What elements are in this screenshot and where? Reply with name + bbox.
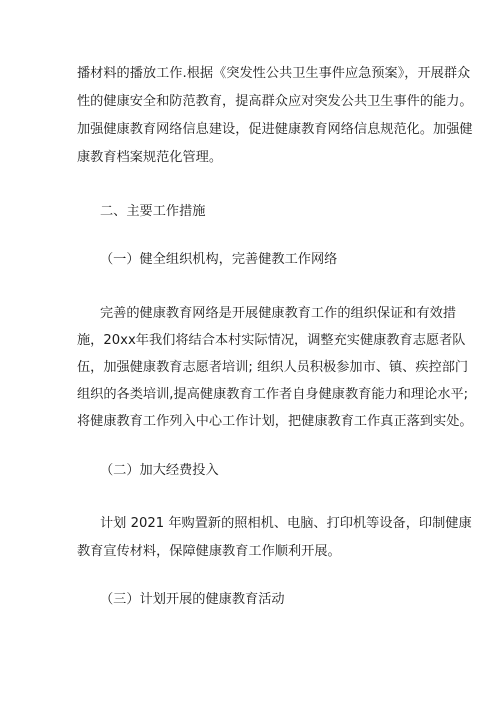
- paragraph-2-line-1: 完善的健康教育网络是开展健康教育工作的组织保证和有效措: [100, 306, 457, 321]
- paragraph-1-line-4: 康教育档案规范化管理。: [77, 150, 223, 165]
- subsection-heading-organization: （一）健全组织机构，完善健教工作网络: [100, 252, 338, 267]
- section-heading-main-measures: 二、主要工作措施: [100, 204, 206, 219]
- paragraph-2-line-2: 施，20xx年我们将结合本村实际情况，调整充实健康教育志愿者队: [77, 333, 466, 348]
- paragraph-3-line-1: 计划 2021 年购置新的照相机、电脑、打印机等设备，印制健康: [100, 516, 472, 531]
- paragraph-1-line-3: 加强健康教育网络信息建设，促进健康教育网络信息规范化。加强健: [77, 122, 473, 137]
- paragraph-2-line-5: 将健康教育工作列入中心工作计划，把健康教育工作真正落到实处。: [77, 414, 473, 429]
- subsection-heading-activities: （三）计划开展的健康教育活动: [100, 592, 285, 607]
- paragraph-2-line-4: 组织的各类培训,提高健康教育工作者自身健康教育能力和理论水平;: [77, 387, 469, 402]
- subsection-heading-funding: （二）加大经费投入: [100, 463, 219, 478]
- paragraph-1-line-1: 播材料的播放工作.根据《突发性公共卫生事件应急预案》，开展群众: [77, 66, 471, 81]
- paragraph-3-line-2: 教育宣传材料，保障健康教育工作顺利开展。: [77, 544, 341, 559]
- paragraph-1-line-2: 性的健康安全和防范教育，提高群众应对突发公共卫生事件的能力。: [77, 94, 473, 109]
- paragraph-2-line-3: 伍，加强健康教育志愿者培训; 组织人员积极参加市、镇、疾控部门: [77, 360, 469, 375]
